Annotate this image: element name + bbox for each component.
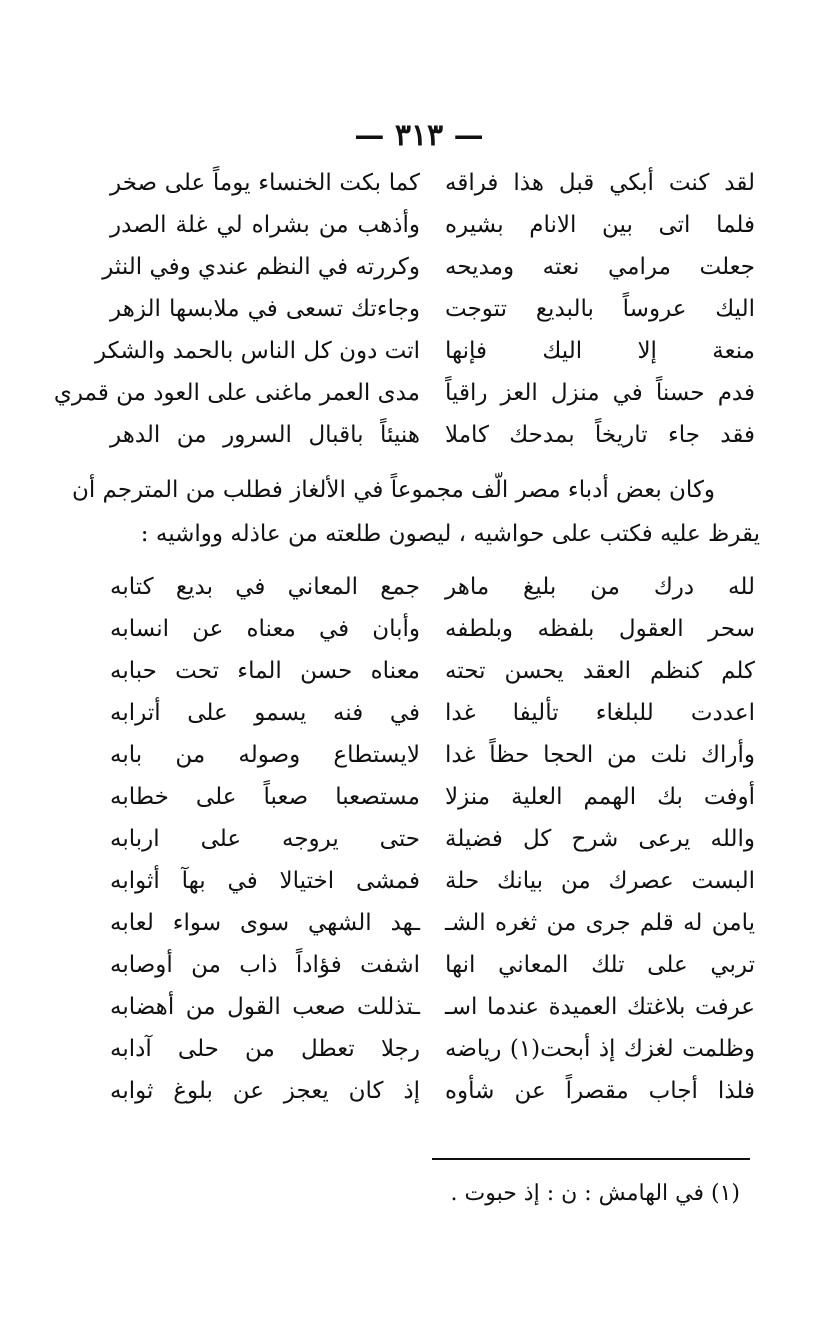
footnote-divider	[432, 1158, 750, 1160]
hemistich-right: أوفت بك الهمم العلية منزلا	[445, 784, 755, 810]
verse-line	[110, 1028, 755, 1070]
hemistich-right: وأراك نلت من الحجا حظاً غدا	[445, 742, 755, 768]
verse-line	[110, 204, 755, 246]
hemistich-right: منعة إلا اليك فإنها	[445, 338, 755, 364]
hemistich-left: حتى يروجه على اربابه	[110, 826, 420, 852]
verse-line	[110, 860, 755, 902]
prose-paragraph	[71, 468, 760, 556]
hemistich-right: البست عصرك من بيانك حلة	[445, 868, 755, 894]
hemistich-right: فلذا أجاب مقصراً عن شأوه	[445, 1078, 755, 1104]
prose-line: يقرظ عليه فكتب على حواشيه ، ليصون طلعته من عاذله وواشيه :	[140, 521, 760, 547]
hemistich-left: جمع المعاني في بديع كتابه	[110, 574, 420, 600]
hemistich-left: ـتذللت صعب القول من أهضابه	[110, 994, 420, 1020]
hemistich-left: اتت دون كل الناس بالحمد والشكر	[94, 338, 420, 364]
hemistich-left: وأذهب من بشراه لي غلة الصدر	[110, 212, 420, 238]
verse-line	[110, 944, 755, 986]
verse-line	[110, 566, 755, 608]
hemistich-left: هنيئاً باقبال السرور من الدهر	[110, 422, 420, 448]
hemistich-left: ـهد الشهي سوى سواء لعابه	[110, 910, 420, 936]
verse-line	[110, 414, 755, 456]
hemistich-right: فدم حسناً في منزل العز راقياً	[445, 380, 755, 406]
hemistich-left: فمشى اختيالا في بهآ أثوابه	[110, 868, 420, 894]
hemistich-left: وأبان في معناه عن انسابه	[110, 616, 420, 642]
hemistich-left: وكررته في النظم عندي وفي النثر	[102, 254, 420, 280]
hemistich-right: يامن له قلم جرى من ثغره الشـ	[445, 910, 755, 936]
verse-line	[110, 692, 755, 734]
verse-line	[110, 608, 755, 650]
hemistich-right: عرفت بلاغتك العميدة عندما اسـ	[445, 994, 755, 1020]
hemistich-right: فلما اتى بين الانام بشيره	[445, 212, 755, 238]
hemistich-right: تربي على تلك المعاني انها	[445, 952, 755, 978]
hemistich-right: والله يرعى شرح كل فضيلة	[445, 826, 755, 852]
verse-line	[94, 330, 755, 372]
hemistich-right: لله درك من بليغ ماهر	[445, 574, 755, 600]
hemistich-right: وظلمت لغزك إذ أبحت(١) رياضه	[445, 1036, 756, 1062]
hemistich-right: لقد كنت أبكي قبل هذا فراقه	[445, 170, 755, 196]
verse-line	[110, 818, 755, 860]
verse-line	[53, 372, 755, 414]
hemistich-left: رجلا تعطل من حلى آدابه	[110, 1036, 420, 1062]
hemistich-left: مستصعبا صعباً على خطابه	[110, 784, 420, 810]
prose-line: وكان بعض أدباء مصر الّف مجموعاً في الألغاز فطلب من المترجم أن	[71, 477, 715, 503]
poem-second	[110, 566, 755, 1112]
verse-line	[110, 650, 755, 692]
footnote: (١) في الهامش : ن : إذ حبوت .	[450, 1181, 740, 1206]
hemistich-left: مدى العمر ماغنى على العود من قمري	[53, 380, 420, 406]
verse-line	[102, 246, 755, 288]
hemistich-left: وجاءتك تسعى في ملابسها الزهر	[110, 296, 420, 322]
hemistich-right: سحر العقول بلفظه وبلطفه	[445, 616, 755, 642]
hemistich-left: معناه حسن الماء تحت حبابه	[110, 658, 420, 684]
page-number: — ٣١٣ —	[354, 118, 484, 153]
verse-line	[110, 986, 755, 1028]
hemistich-left: اشفت فؤاداً ذاب من أوصابه	[110, 952, 420, 978]
hemistich-left: في فنه يسمو على أترابه	[110, 700, 420, 726]
hemistich-left: كما بكت الخنساء يوماً على صخر	[110, 170, 420, 196]
hemistich-right: اعددت للبلغاء تأليفا غدا	[445, 700, 755, 726]
verse-line	[110, 1070, 755, 1112]
hemistich-left: إذ كان يعجز عن بلوغ ثوابه	[110, 1078, 420, 1104]
poem-first	[53, 162, 755, 456]
verse-line	[110, 734, 755, 776]
verse-line	[110, 776, 755, 818]
hemistich-right: جعلت مرامي نعته ومديحه	[445, 254, 755, 280]
hemistich-left: لايستطاع وصوله من بابه	[110, 742, 420, 768]
hemistich-right: فقد جاء تاريخاً بمدحك كاملا	[445, 422, 755, 448]
verse-line	[110, 902, 755, 944]
hemistich-right: اليك عروساً بالبديع تتوجت	[445, 296, 755, 322]
verse-line	[110, 288, 755, 330]
verse-line	[110, 162, 755, 204]
hemistich-right: كلم كنظم العقد يحسن تحته	[445, 658, 755, 684]
